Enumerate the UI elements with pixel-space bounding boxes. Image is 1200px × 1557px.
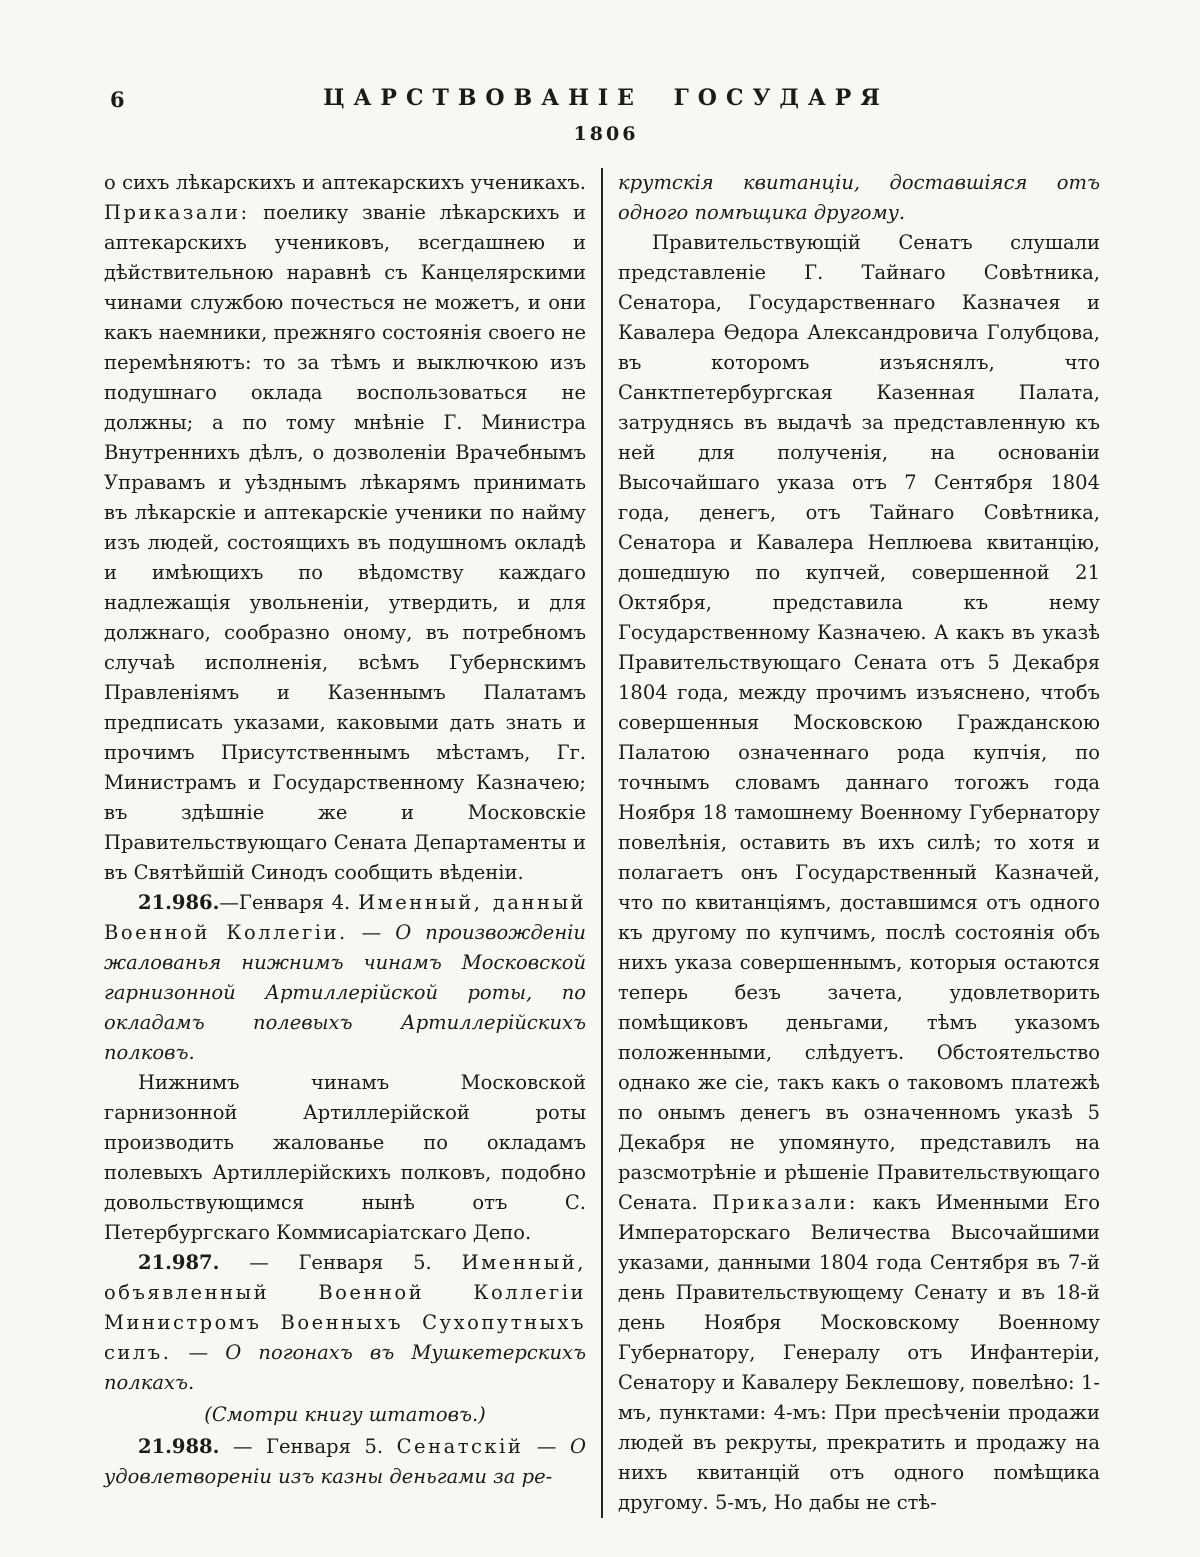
page-number: 6 bbox=[110, 87, 125, 112]
body-text: — Генваря 5. bbox=[219, 1251, 462, 1275]
body-text: поелику званіе лѣкарскихъ и аптекарскихъ учениковъ, всегдашнею и дѣйствительною наравнѣ съ Канцелярскими чинами службою почесться не можетъ, и они какъ наемники, прежняго состоянія своего не перемѣняютъ: то за тѣмъ и выключкою изъ подушнаго оклада воспользоваться не должны; а по тому мнѣніе Г. Министра Внутреннихъ дѣлъ, о дозволеніи Врачебнымъ Управамъ и уѣзднымъ лѣкарямъ принимать въ лѣкарскіе и аптекарскіе ученики по найму изъ людей, состоящихъ въ подушномъ окладѣ и имѣющихъ по вѣдомству каждаго надлежащія увольненіи, утвердить, и для должнаго, сообразно оному, въ потребномъ случаѣ исполненія, всѣмъ Губернскимъ Правленіямъ и Казеннымъ Палатамъ предписать указами, каковыми дать знать и прочимъ Присутственнымъ мѣстамъ, Гг. Министрамъ и Государственному Казначею; въ здѣшніе же и Московскіе Правительствующаго Сената Департаменты и въ Святѣйшій Синодъ сообщить вѣденіи. bbox=[104, 201, 586, 885]
body-text: о сихъ лѣкарскихъ и аптекарскихъ ученикахъ. bbox=[104, 171, 586, 195]
right-column bbox=[618, 168, 1100, 1518]
column-divider bbox=[601, 168, 603, 1518]
paragraph bbox=[104, 168, 586, 888]
body-text: —Генваря 4. bbox=[219, 891, 359, 915]
spaced-text: Сенатскій bbox=[396, 1435, 524, 1459]
paragraph bbox=[618, 168, 1100, 228]
italic-text: О погонахъ въ Мушкетерскихъ полкахъ. bbox=[104, 1341, 586, 1395]
body-text: — Генваря 5. bbox=[219, 1435, 397, 1459]
paragraph bbox=[104, 1248, 586, 1398]
spaced-text: Приказали: bbox=[104, 201, 250, 225]
body-text: — bbox=[347, 921, 396, 945]
text-columns bbox=[104, 168, 1108, 1518]
page-title: ЦАРСТВОВАНІЕ ГОСУДАРЯ bbox=[323, 85, 889, 111]
italic-text: О удовлетвореніи изъ казны деньгами за ре- bbox=[104, 1435, 586, 1489]
entry-number: 21.987. bbox=[138, 1251, 220, 1275]
paragraph bbox=[104, 1068, 586, 1248]
italic-text: (Смотри книгу штатовъ.) bbox=[204, 1403, 486, 1427]
spaced-text: Приказали: bbox=[712, 1191, 858, 1215]
entry-number: 21.986. bbox=[138, 891, 220, 915]
body-text: — bbox=[171, 1341, 226, 1365]
body-text: Нижнимъ чинамъ Московской гарнизонной Артиллерійской роты производить жалованье по окладамъ полевыхъ Артиллерійскихъ полковъ, подобно довольствующимся нынѣ отъ С. Петербургскаго Коммисаріатскаго Депо. bbox=[104, 1071, 586, 1245]
body-text: Правительствующій Сенатъ слушали представленіе Г. Тайнаго Совѣтника, Сенатора, Государственнаго Казначея и Кавалера Ѳедора Александровича Голубцова, въ которомъ изъяснялъ, что Санктпетербургская Казенная Палата, затруднясь въ выдачѣ за представленную къ ней для полученія, на основаніи Высочайшаго указа отъ 7 Сентября 1804 года, денегъ, отъ Тайнаго Совѣтника, Сенатора и Кавалера Неплюева квитанцію, дошедшую по купчей, совершенной 21 Октября, представила къ нему Государственному Казначею. А какъ въ указѣ Правительствующаго Сената отъ 5 Декабря 1804 года, между прочимъ изъяснено, чтобъ совершенныя Московскою Гражданскою Палатою означеннаго рода купчія, по точнымъ словамъ даннаго тогожъ года Ноября 18 тамошнему Военному Губернатору повелѣнія, оставить въ ихъ силѣ; то хотя и полагаетъ онъ Государственный Казначей, что по квитанціямъ, доставшимся отъ одного къ другому по купчимъ, послѣ состоянія объ нихъ указа совершеннымъ, которыя остаются теперь безъ зачета, удовлетворить помѣщиковъ деньгами, тѣмъ указомъ положенными, слѣдуетъ. Обстоятельство однако же сіе, такъ какъ о таковомъ платежѣ по онымъ денегъ въ означенномъ указѣ 5 Декабря не упомянуто, представилъ на разсмотрѣніе и рѣшеніе Правительствующаго Сената. bbox=[618, 231, 1100, 1215]
paragraph bbox=[104, 1432, 586, 1492]
body-text: — bbox=[523, 1435, 570, 1459]
paragraph bbox=[104, 1400, 586, 1430]
spaced-text: Именный, объявленный Военной Коллегіи Министромъ Военныхъ Сухопутныхъ силъ. bbox=[104, 1251, 586, 1365]
left-column bbox=[104, 168, 586, 1518]
paragraph bbox=[618, 228, 1100, 1518]
italic-text: О произвожденіи жалованья нижнимъ чинамъ Московской гарнизонной Артиллерійской роты, по окладамъ полевыхъ Артиллерійскихъ полковъ. bbox=[104, 921, 586, 1065]
italic-text: крутскія квитанціи, доставшіяся отъ одного помѣщика другому. bbox=[618, 171, 1100, 225]
header-year: 1806 bbox=[573, 123, 639, 146]
spaced-text: Именный, данный Военной Коллегіи. bbox=[104, 891, 586, 945]
entry-number: 21.988. bbox=[138, 1435, 220, 1459]
body-text: какъ Именными Его Императорскаго Величества Высочайшими указами, данными 1804 года Сентября въ 7-й день Правительствующему Сенату и въ 18-й день Ноября Московскому Военному Губернатору, Генералу отъ Инфантеріи, Сенатору и Кавалеру Беклешову, повелѣно: 1-мъ, пунктами: 4-мъ: При пресѣченіи продажи людей въ рекруты, прекратить и продажу на нихъ квитанцій отъ одного помѣщика другому. 5-мъ, Но дабы не стѣ- bbox=[618, 1191, 1100, 1515]
paragraph bbox=[104, 888, 586, 1068]
page-header bbox=[104, 86, 1108, 145]
